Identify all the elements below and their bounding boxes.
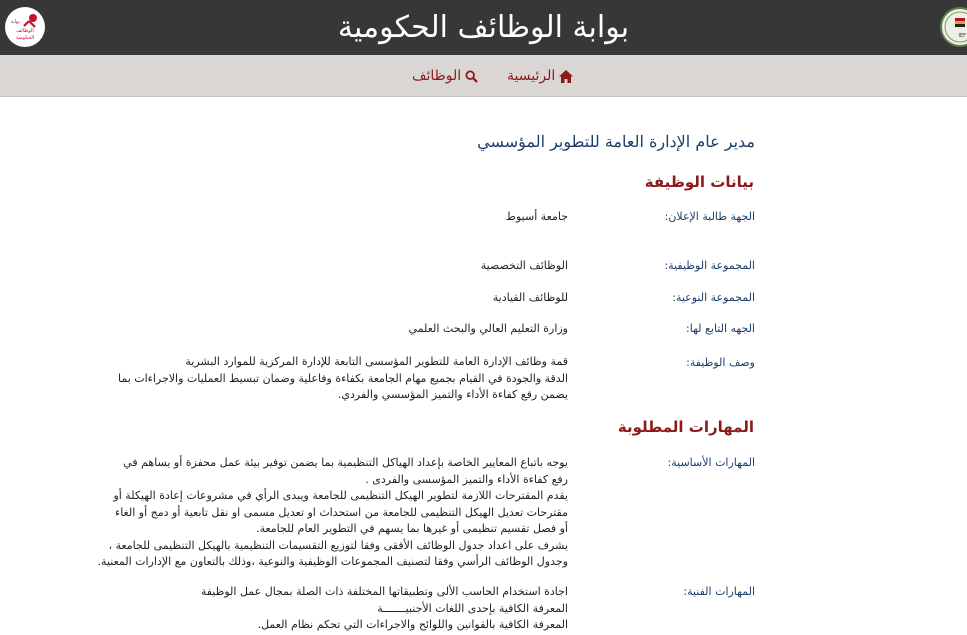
technical-skill-line: المعرفة الكافية بالقوانين واللوائح والاجراءات التي تحكم نظام العمل. — [257, 618, 568, 631]
section-job-info: بيانات الوظيفة — [644, 173, 754, 191]
nav-jobs-label: الوظائف — [412, 68, 462, 84]
basic-skill-line: وجدول الوظائف الرأسي وفقا لتصنيف المجموعات الوظيفية والنوعية ،وذلك بالتعاون مع الإدارات المعنية. — [97, 555, 568, 568]
eagle-emblem-icon — [942, 9, 967, 45]
advertiser-value: جامعة أسيوط — [505, 210, 568, 223]
basic-skills-label: المهارات الأساسية: — [667, 456, 755, 469]
main-nav — [0, 55, 967, 97]
home-icon — [559, 70, 573, 83]
affiliated-value: وزارة التعليم العالي والبحث العلمي — [408, 322, 568, 335]
basic-skill-line: أو فصل تقسيم تنظيمى أو غيرها بما يسهم في التطوير العام للجامعة. — [256, 522, 568, 535]
description-line: يضمن رفع كفاءة الأداء والتميز المؤسسي والفردي. — [337, 388, 568, 401]
functional-group-value: الوظائف التخصصية — [480, 259, 568, 272]
basic-skill-line: مقترحات تعديل الهيكل التنظيمى للجامعة من استحداث او تعديل مسمى او نقل تابعية أو دمج أو الغاء — [115, 505, 568, 519]
logo-text-1: بوابة — [10, 19, 20, 25]
site-logo-icon — [5, 7, 45, 47]
basic-skill-line: رفع كفاءة الأداء والتميز المؤسسى والفردى . — [365, 472, 568, 486]
basic-skill-line: يقدم المقترحات اللازمة لتطوير الهيكل التنظيمى للجامعة ويبدى الرأي في مشروعات إعادة الهيكلة أو — [113, 489, 568, 502]
site-logo[interactable] — [5, 7, 45, 47]
qualitative-group-value: للوظائف القيادية — [492, 291, 568, 304]
site-title: بوابة الوظائف الحكومية — [337, 10, 630, 45]
technical-skills-value — [90, 584, 568, 634]
functional-group-label: المجموعة الوظيفية: — [664, 259, 755, 272]
basic-skills-value — [90, 455, 568, 571]
emblem-text: IEF — [958, 33, 966, 39]
technical-skills-label: المهارات الفنية: — [683, 585, 755, 598]
top-header — [0, 0, 967, 55]
description-line: الدقة والجودة في القيام بجميع مهام الجامعة بكفاءة وفاعلية وضمان تبسيط العمليات والاجراءات بما — [117, 371, 568, 385]
advertiser-label: الجهة طالبة الإعلان: — [664, 210, 755, 223]
description-line: قمة وظائف الإدارة العامة للتطوير المؤسسى التابعة للإدارة المركزية للموارد البشرية — [185, 355, 568, 368]
logo-text-2: الوظائف — [16, 28, 34, 34]
basic-skill-line: يوجه باتباع المعايير الخاصة بإعداد الهياكل التنظيمية بما يضمن توفير بيئة عمل محفزة أو يساهم في — [123, 456, 568, 469]
technical-skill-line: اجادة استخدام الحاسب الألى وتطبيقاتها المختلفة ذات الصلة بمجال عمل الوظيفة — [200, 585, 568, 598]
section-skills: المهارات المطلوبة — [617, 418, 754, 436]
government-emblem — [940, 7, 967, 47]
job-title: مدير عام الإدارة العامة للتطوير المؤسسي — [477, 132, 755, 151]
qualitative-group-label: المجموعة النوعية: — [672, 291, 755, 304]
technical-skill-line: المعرفة الكافية بإحدى اللغات الأجنبيـــــــة — [377, 601, 568, 615]
search-icon — [465, 70, 478, 83]
basic-skill-line: يشرف على اعداد جدول الوظائف الأفقى وفقا لتوزيع التقسيمات التنظيمية بالهيكل التنظيمى للجامعة ، — [108, 538, 568, 552]
nav-home-link[interactable] — [507, 66, 573, 86]
description-label: وصف الوظيفة: — [686, 356, 755, 369]
nav-home-label: الرئيسية — [507, 68, 556, 84]
nav-jobs-link[interactable] — [412, 66, 478, 86]
affiliated-label: الجهه التابع لها: — [686, 322, 755, 335]
logo-text-3: الحكومية — [15, 35, 35, 41]
description-value — [90, 354, 568, 404]
